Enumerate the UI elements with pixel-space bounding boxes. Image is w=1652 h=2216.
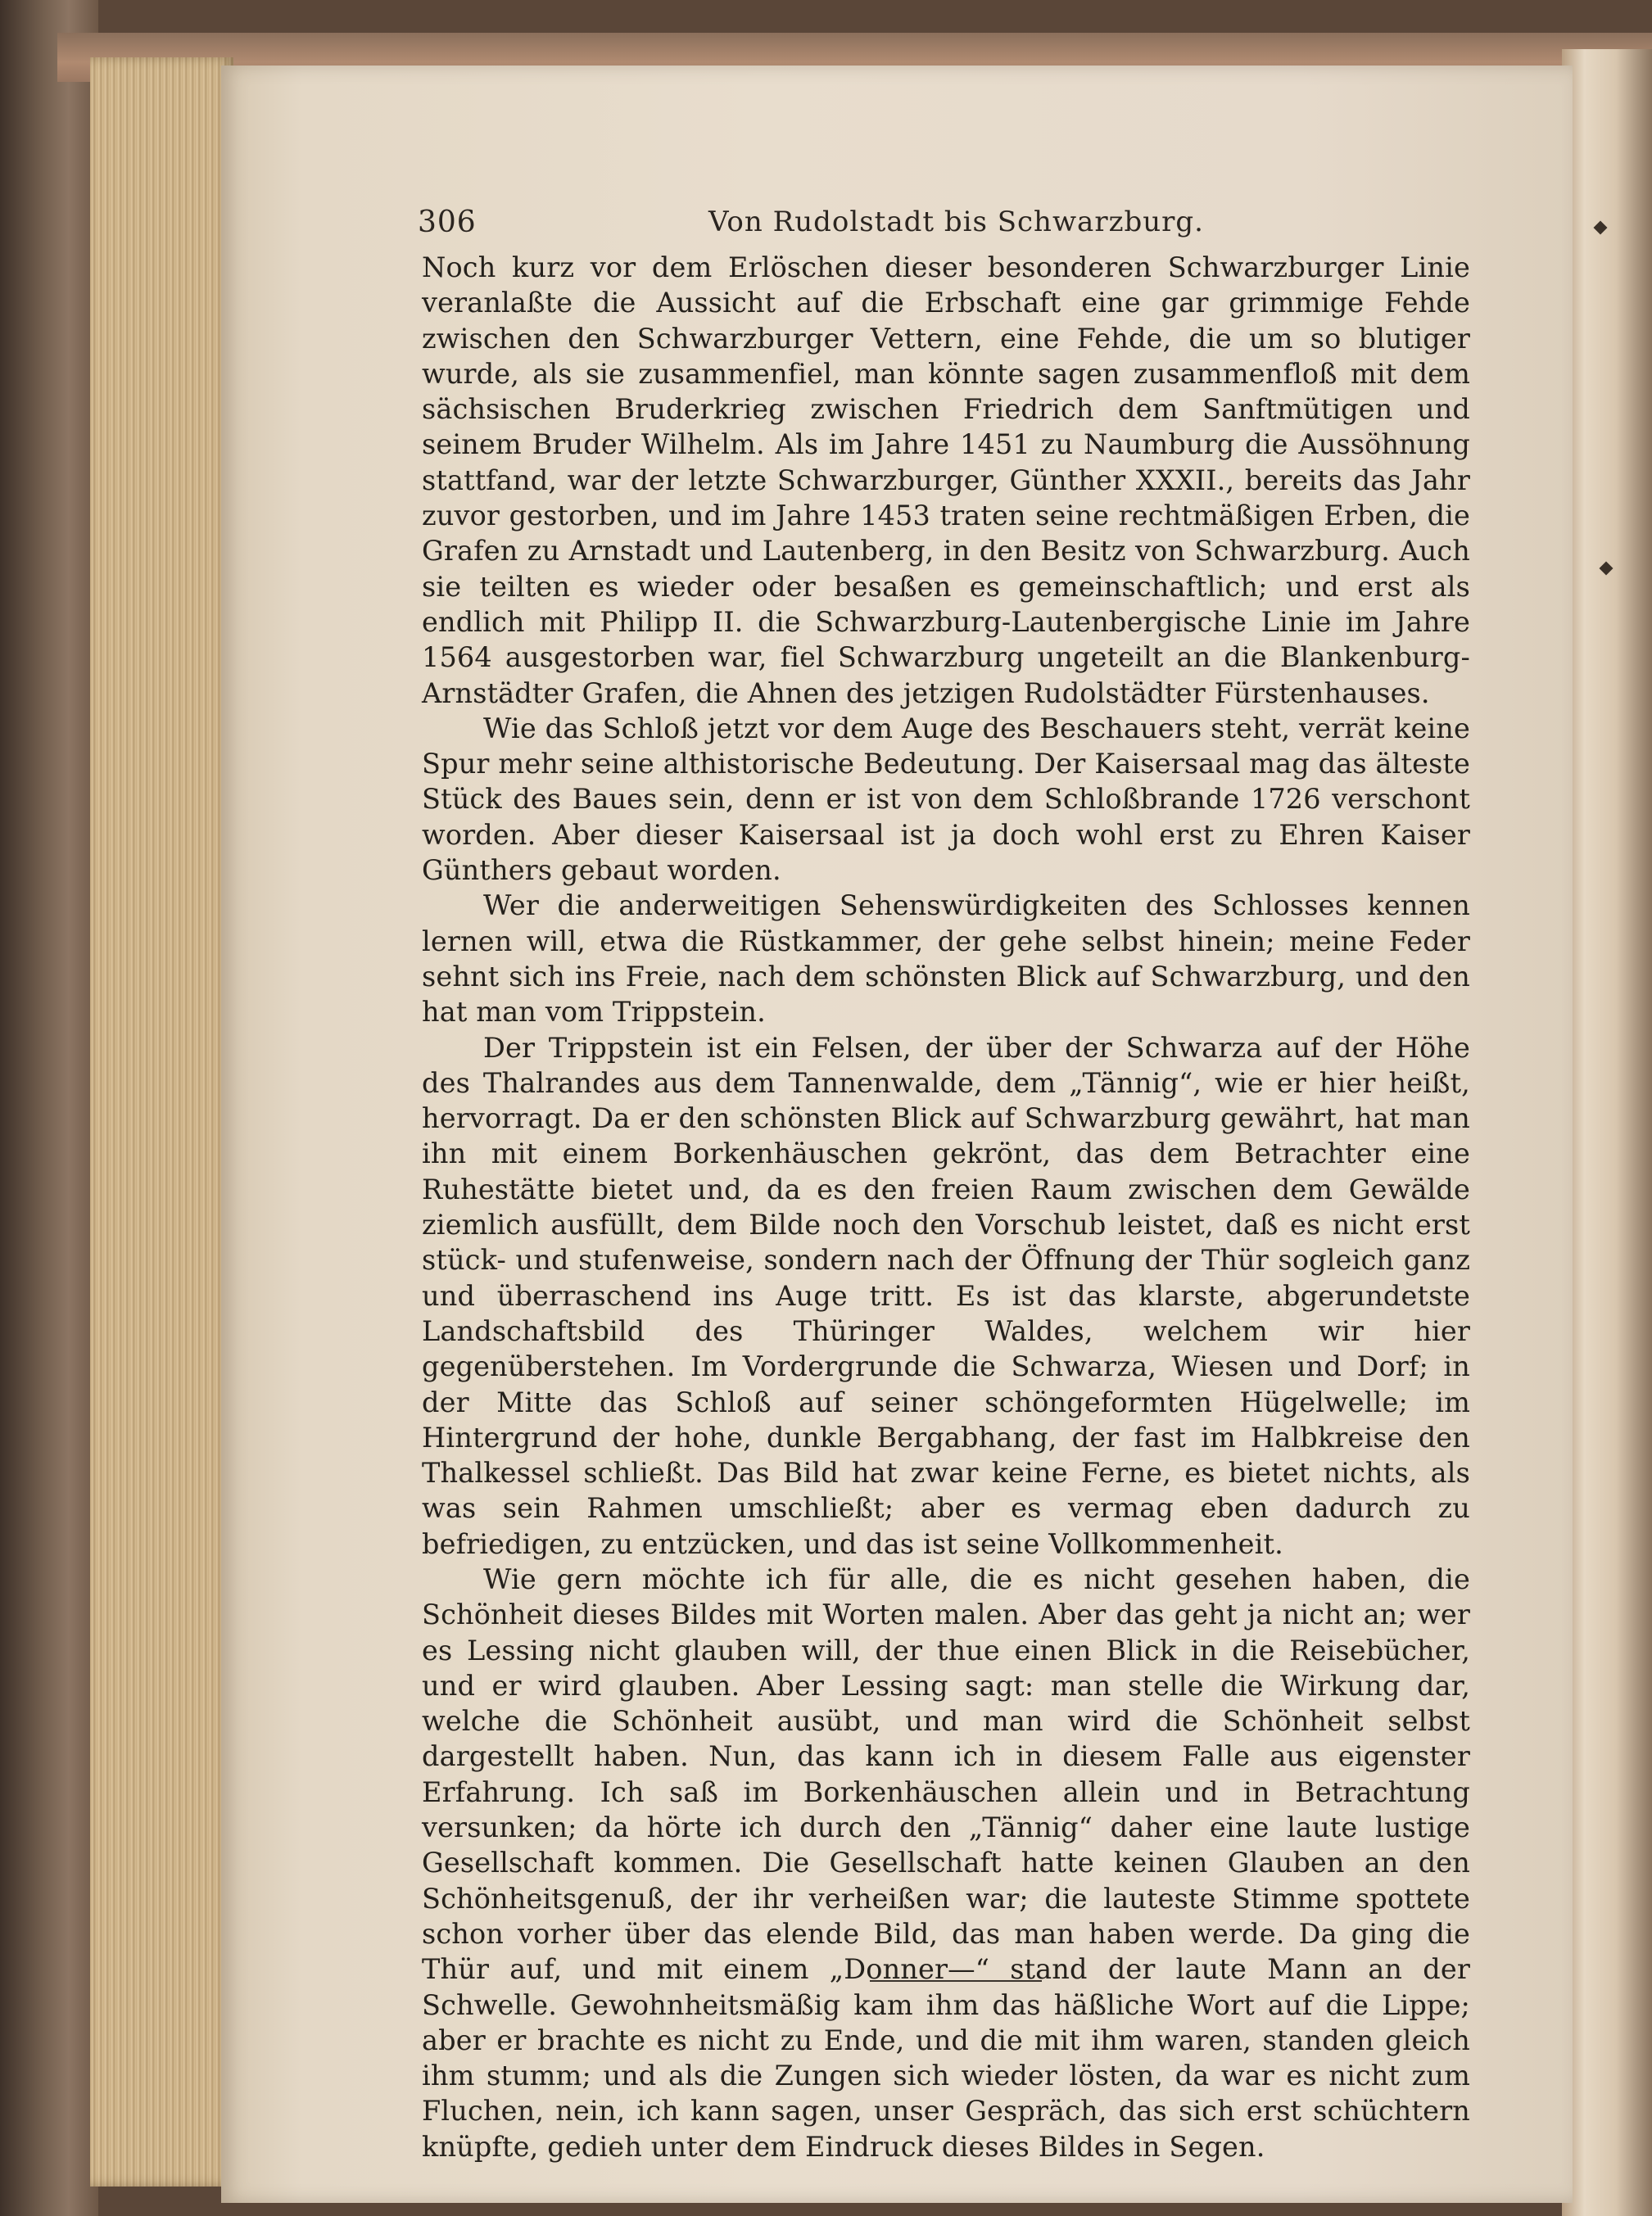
paragraph-2: Wie das Schloß jetzt vor dem Auge des Beschauers steht, verrät keine Spur mehr seine althistorische Bedeutung. Der Kaisersaal mag das älteste Stück des Baues sein, denn er ist von dem Schloßbrande 1726 verschont worden. Aber dieser Kaisersaal ist ja doch wohl erst zu Ehren Kaiser Günthers gebaut worden. (422, 712, 1470, 887)
page-header (418, 199, 1482, 248)
gutter-right (1562, 49, 1652, 2216)
page-edges (90, 57, 233, 2187)
paragraph-5: Wie gern möchte ich für alle, die es nicht gesehen haben, die Schönheit dieses Bildes mit Worten malen. Aber das geht ja nicht an; wer es Lessing nicht glauben will, der thue einen Blick in die Reisebücher, und er wird glauben. Aber Lessing sagt: man stelle die Wirkung dar, welche die Schönheit ausübt, und man wird die Schönheit selbst dargestellt haben. Nun, das kann ich in diesem Falle aus eigenster Erfahrung. Ich saß im Borkenhäuschen allein und in Betrachtung versunken; da hörte ich durch den „Tännig“ daher eine laute lustige Gesellschaft kommen. Die Gesellschaft hatte keinen Glauben an den Schönheitsgenuß, der ihr verheißen war; die lauteste Stimme spottete schon vorher über das elende Bild, das man haben werde. Da ging die Thür auf, und mit einem „Donner—“ stand der laute Mann an der Schwelle. Gewohnheitsmäßig kam ihm das häßliche Wort auf die Lippe; aber er brachte es nicht zu Ende, und die mit ihm waren, standen gleich ihm stumm; und als die Zungen sich wieder lösten, da war es nicht zum Fluchen, nein, ich kann sagen, unser Gespräch, das sich erst schüchtern knüpfte, gedieh unter dem Eindruck dieses Bildes in Segen. (422, 1563, 1470, 2163)
paragraph-1: Noch kurz vor dem Erlöschen dieser besonderen Schwarzburger Linie veranlaßte die Aussicht auf die Erbschaft eine gar grimmige Fehde zwischen den Schwarzburger Vettern, eine Fehde, die um so blutiger wurde, als sie zusammenfiel, man könnte sagen zusammenfloß mit dem sächsischen Bruderkrieg zwischen Friedrich dem Sanftmütigen und seinem Bruder Wilhelm. Als im Jahre 1451 zu Naumburg die Aussöhnung stattfand, war der letzte Schwarzburger, Günther XXXII., bereits das Jahr zuvor gestorben, und im Jahre 1453 traten seine rechtmäßigen Erben, die Grafen zu Arnstadt und Lautenberg, in den Besitz von Schwarzburg. Auch sie teilten es wieder oder besaßen es gemeinschaftlich; und erst als endlich mit Philipp II. die Schwarzburg-Lautenbergische Linie im Jahre 1564 ausgestorben war, fiel Schwarzburg ungeteilt an die Blankenburg-Arnstädter Grafen, die Ahnen des jetzigen Rudolstädter Fürstenhauses. (422, 251, 1470, 709)
paragraph-3: Wer die anderweitigen Sehenswürdigkeiten des Schlosses kennen lernen will, etwa die Rüstkammer, der gehe selbst hinein; meine Feder sehnt sich ins Freie, nach dem schönsten Blick auf Schwarzburg, und den hat man vom Trippstein. (422, 889, 1470, 1029)
book-cover-left (0, 0, 98, 2216)
page-number: 306 (418, 206, 477, 239)
running-title: Von Rudolstadt bis Schwarzburg. (708, 206, 1204, 238)
paragraph-4: Der Trippstein ist ein Felsen, der über der Schwarza auf der Höhe des Thalrandes aus dem Tannenwalde, dem „Tännig“, wie er hier heißt, hervorragt. Da er den schönsten Blick auf Schwarzburg gewährt, hat man ihn mit einem Borkenhäuschen gekrönt, das dem Betrachter eine Ruhestätte bietet und, da es den freien Raum zwischen dem Gewälde ziemlich ausfüllt, dem Bilde noch den Vorschub leistet, daß es nicht erst stück- und stufenweise, sondern nach der Öffnung der Thür sogleich ganz und überraschend ins Auge tritt. Es ist das klarste, abgerundetste Landschaftsbild des Thüringer Waldes, welchem wir hier gegenüberstehen. Im Vordergrunde die Schwarza, Wiesen und Dorf; in der Mitte das Schloß auf seiner schöngeformten Hügelwelle; im Hintergrund der hohe, dunkle Bergabhang, der fast im Halbkreise den Thalkessel schließt. Das Bild hat zwar keine Ferne, es bietet nichts, als was sein Rahmen umschließt; aber es vermag eben dadurch zu befriedigen, zu entzücken, und das ist seine Vollkommenheit. (422, 1031, 1470, 1560)
end-rule (870, 1980, 1042, 1982)
body-text (422, 250, 1470, 2164)
